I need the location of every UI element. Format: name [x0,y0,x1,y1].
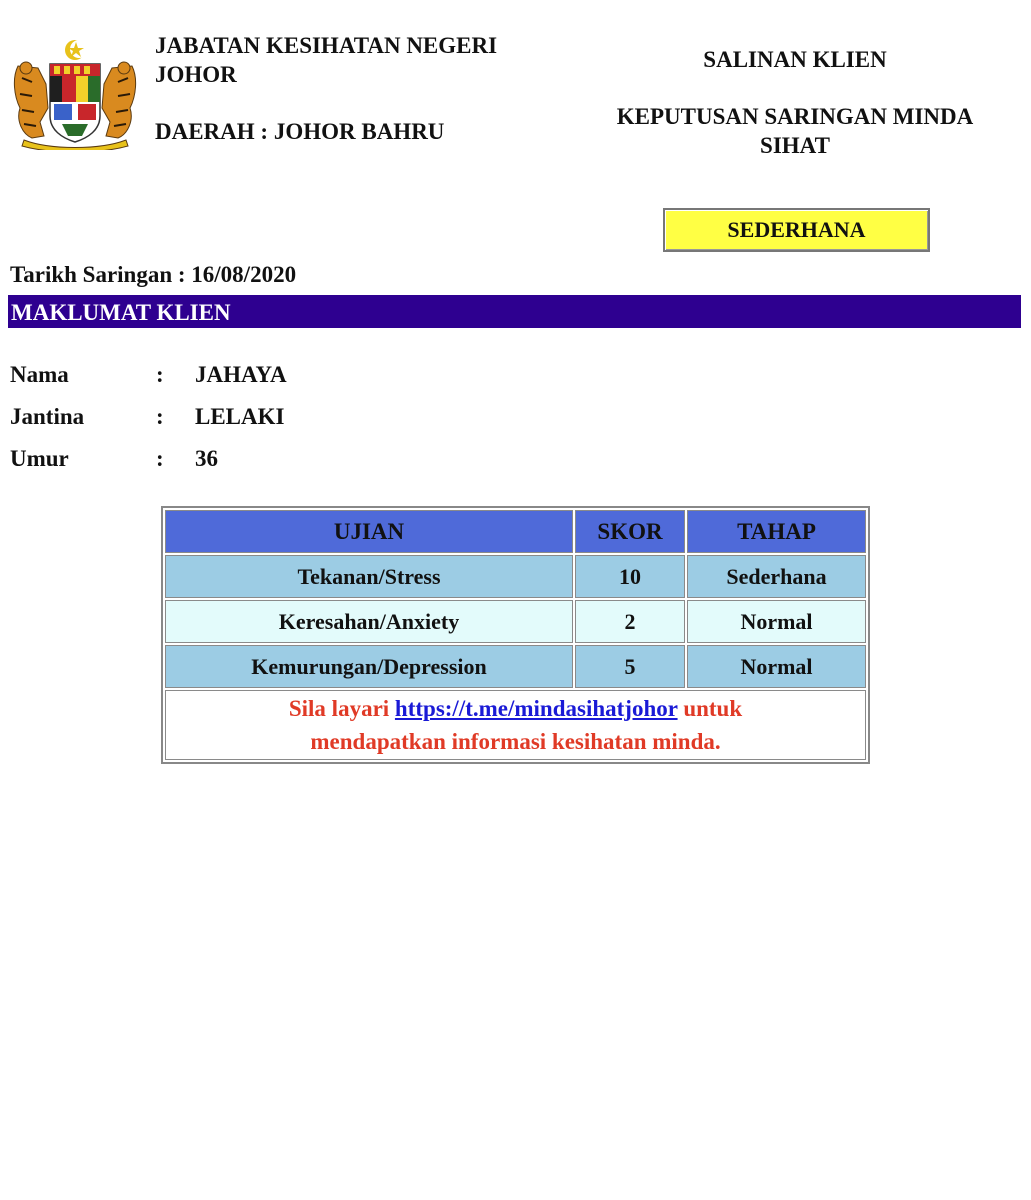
crescent-star-icon [65,40,88,60]
table-row [165,555,866,598]
client-name-value: JAHAYA [195,362,287,387]
note-line-2: mendapatkan informasi kesihatan minda. [310,729,721,754]
table-row [165,600,866,643]
table-header-row [165,510,866,553]
tiger-left-icon [14,62,48,138]
test-level: Normal [687,645,866,688]
agency-name [155,31,497,89]
test-score: 10 [575,555,685,598]
client-name-label: Nama [10,362,69,387]
test-score: 5 [575,645,685,688]
header-level: TAHAP [687,510,866,553]
client-gender-value: LELAKI [195,404,285,429]
report-title-line-2: SIHAT [760,133,830,158]
client-age-colon: : [156,446,164,471]
table-row [165,645,866,688]
result-badge: SEDERHANA [663,208,930,252]
report-title-line-1: KEPUTUSAN SARINGAN MINDA [616,104,974,129]
test-name: Keresahan/Anxiety [165,600,573,643]
test-level: Normal [687,600,866,643]
client-gender-colon: : [156,404,164,429]
header-test: UJIAN [165,510,573,553]
client-name-colon: : [156,362,164,387]
report-title [590,102,1000,160]
client-gender-label: Jantina [10,404,85,429]
section-title-bar: MAKLUMAT KLIEN [8,295,1021,328]
note-suffix: untuk [683,696,743,721]
agency-line-1: JABATAN KESIHATAN NEGERI [155,33,498,58]
screening-date: Tarikh Saringan : 16/08/2020 [10,262,297,287]
client-age-value: 36 [195,446,218,471]
test-level: Sederhana [687,555,866,598]
district-label: DAERAH : JOHOR BAHRU [155,119,445,144]
results-table [161,506,870,764]
test-name: Tekanan/Stress [165,555,573,598]
test-name: Kemurungan/Depression [165,645,573,688]
client-age-label: Umur [10,446,69,471]
telegram-link[interactable]: https://t.me/mindasihatjohor [394,696,678,721]
test-score: 2 [575,600,685,643]
tiger-right-icon [102,62,136,138]
note-row [165,690,866,760]
copy-label: SALINAN KLIEN [703,47,887,72]
agency-line-2: JOHOR [155,62,237,87]
header-score: SKOR [575,510,685,553]
info-note [165,690,866,760]
shield-icon [50,64,100,142]
note-prefix: Sila layari [288,696,390,721]
coat-of-arms-logo [10,38,140,150]
